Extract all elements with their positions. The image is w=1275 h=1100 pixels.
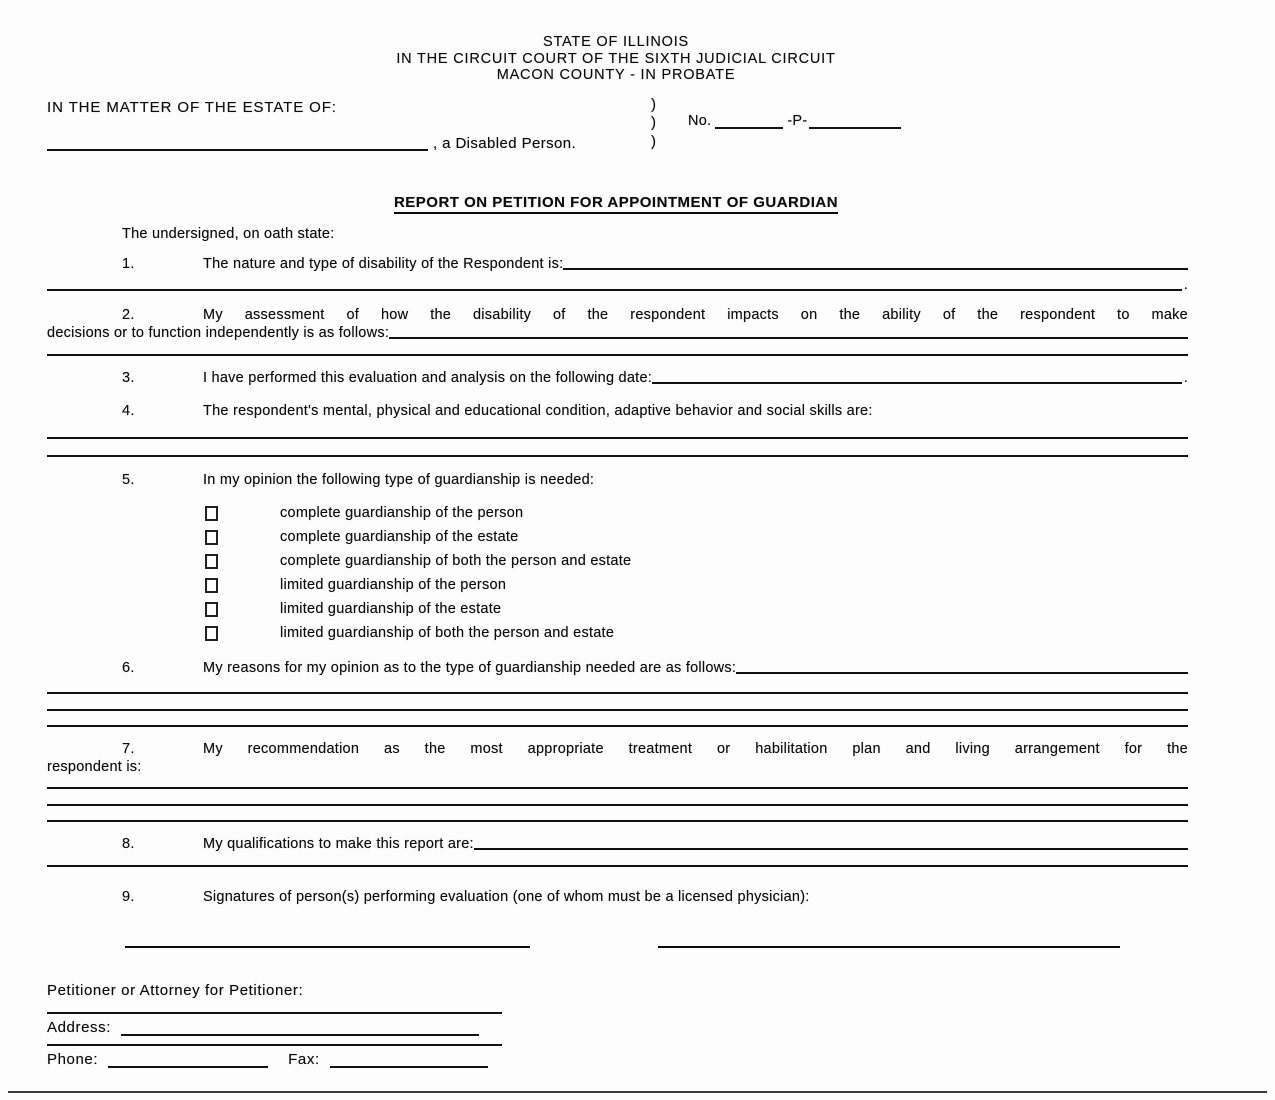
form-item-9 — [47, 889, 1188, 905]
phone-field[interactable] — [108, 1052, 268, 1068]
guardianship-option-1-label: complete guardianship of the person — [280, 505, 524, 521]
item-7-blank-field-line3[interactable] — [47, 805, 1188, 822]
item-2-text-line1: My assessment of how the disability of the respondent impacts on the ability of the respondent to make — [203, 307, 1188, 323]
checkbox-icon[interactable] — [205, 578, 218, 593]
state-line: STATE OF ILLINOIS — [542, 34, 689, 50]
item-5-text: In my opinion the following type of guardianship is needed: — [203, 472, 595, 488]
item-6-blank-field-line3[interactable] — [47, 694, 1188, 711]
item-6-blank-field-line4[interactable] — [47, 710, 1188, 727]
address-field-line2[interactable] — [47, 1028, 502, 1046]
guardianship-option-6-label: limited guardianship of both the person and estate — [280, 625, 615, 641]
petitioner-label: Petitioner or Attorney for Petitioner: — [47, 982, 304, 999]
case-number-label: No. — [688, 113, 712, 129]
item-2-blank-field-line2[interactable] — [47, 339, 1188, 356]
form-item-4 — [47, 403, 1188, 419]
guardianship-option-5[interactable] — [205, 601, 501, 617]
item-1-text: The nature and type of disability of the Respondent is: — [203, 256, 564, 272]
item-8-blank-field-line2[interactable] — [47, 849, 1188, 867]
item-2-text-line2: decisions or to function independently is as follows: — [47, 325, 390, 341]
caption-bracket-3: ) — [651, 133, 657, 150]
item-3-number: 3. — [122, 370, 135, 386]
item-7-blank-field-line2[interactable] — [47, 789, 1188, 806]
checkbox-icon[interactable] — [205, 602, 218, 617]
form-item-2 — [47, 307, 1188, 323]
guardianship-option-4-label: limited guardianship of the person — [280, 577, 507, 593]
item-7-text-line2: respondent is: — [47, 759, 142, 775]
item-8-number: 8. — [122, 836, 135, 852]
oath-statement: The undersigned, on oath state: — [122, 226, 335, 242]
guardianship-option-5-label: limited guardianship of the estate — [280, 601, 502, 617]
respondent-name-field[interactable] — [47, 135, 428, 151]
circuit-line: IN THE CIRCUIT COURT OF THE SIXTH JUDICIAL CIRCUIT — [396, 50, 836, 67]
form-item-1 — [47, 256, 1188, 272]
form-title: REPORT ON PETITION FOR APPOINTMENT OF GUARDIAN — [394, 194, 838, 214]
address-label: Address: — [47, 1019, 111, 1036]
oath-statement-row — [47, 226, 1188, 242]
item-1-number: 1. — [122, 256, 135, 272]
item-3-blank-field[interactable] — [652, 382, 1182, 384]
checkbox-icon[interactable] — [205, 530, 218, 545]
item-3-period: . — [1183, 370, 1188, 386]
guardianship-option-2[interactable] — [205, 529, 518, 545]
item-3-text: I have performed this evaluation and analysis on the following date: — [203, 370, 653, 386]
court-header — [0, 34, 1232, 84]
matter-of-label: IN THE MATTER OF THE ESTATE OF: — [47, 99, 337, 116]
item-5-number: 5. — [122, 472, 135, 488]
guardianship-option-3[interactable] — [205, 553, 631, 569]
petitioner-name-field[interactable] — [47, 996, 502, 1014]
guardianship-option-6[interactable] — [205, 625, 614, 641]
item-4-blank-field-line1[interactable] — [47, 421, 1188, 439]
item-4-blank-field-line2[interactable] — [47, 439, 1188, 457]
item-1-continuation — [47, 277, 1188, 293]
item-4-text: The respondent's mental, physical and educational condition, adaptive behavior and social skills are: — [203, 403, 873, 419]
page-edge-artifact — [8, 1091, 1267, 1093]
item-6-text: My reasons for my opinion as to the type of guardianship needed are as follows: — [203, 660, 737, 676]
item-1-period: . — [1183, 277, 1188, 293]
phone-fax-row — [47, 1051, 488, 1068]
county-line: MACON COUNTY - IN PROBATE — [496, 67, 736, 83]
signature-field-1[interactable] — [125, 928, 530, 948]
checkbox-icon[interactable] — [205, 626, 218, 641]
item-6-blank-field-line2[interactable] — [47, 677, 1188, 694]
item-2-number: 2. — [122, 307, 135, 323]
case-number-separator: -P- — [787, 113, 808, 129]
item-6-blank-field[interactable] — [736, 672, 1188, 674]
item-9-text: Signatures of person(s) performing evaluation (one of whom must be a licensed physician): — [203, 889, 810, 905]
item-1-blank-field[interactable] — [563, 268, 1188, 270]
disabled-person-label: , a Disabled Person. — [433, 135, 577, 152]
item-7-text-line1: My recommendation as the most appropriate treatment or habilitation plan and living arrangement for the — [203, 741, 1188, 757]
caption-bracket-2: ) — [651, 114, 657, 131]
guardianship-option-4[interactable] — [205, 577, 506, 593]
signature-field-2[interactable] — [658, 928, 1120, 948]
form-item-6 — [47, 660, 1188, 676]
phone-label: Phone: — [47, 1051, 99, 1068]
case-number-field-2[interactable] — [809, 113, 901, 129]
guardianship-option-3-label: complete guardianship of both the person and estate — [280, 553, 632, 569]
item-6-number: 6. — [122, 660, 135, 676]
item-1-blank-field-line2[interactable] — [47, 289, 1182, 291]
case-number-field-1[interactable] — [715, 113, 783, 129]
item-7-number: 7. — [122, 741, 135, 757]
title-wrap — [0, 194, 1232, 214]
item-7-blank-field-line1[interactable] — [47, 772, 1188, 789]
item-4-number: 4. — [122, 403, 135, 419]
fax-field[interactable] — [330, 1052, 488, 1068]
form-item-5 — [47, 472, 1188, 488]
guardianship-option-1[interactable] — [205, 505, 523, 521]
guardianship-option-2-label: complete guardianship of the estate — [280, 529, 519, 545]
item-8-text: My qualifications to make this report are: — [203, 836, 474, 852]
fax-label: Fax: — [288, 1051, 320, 1068]
form-item-7 — [47, 741, 1188, 757]
caption-bracket-1: ) — [651, 96, 657, 113]
form-item-3 — [47, 370, 1188, 386]
item-9-number: 9. — [122, 889, 135, 905]
checkbox-icon[interactable] — [205, 554, 218, 569]
case-number-row — [688, 113, 901, 129]
checkbox-icon[interactable] — [205, 506, 218, 521]
